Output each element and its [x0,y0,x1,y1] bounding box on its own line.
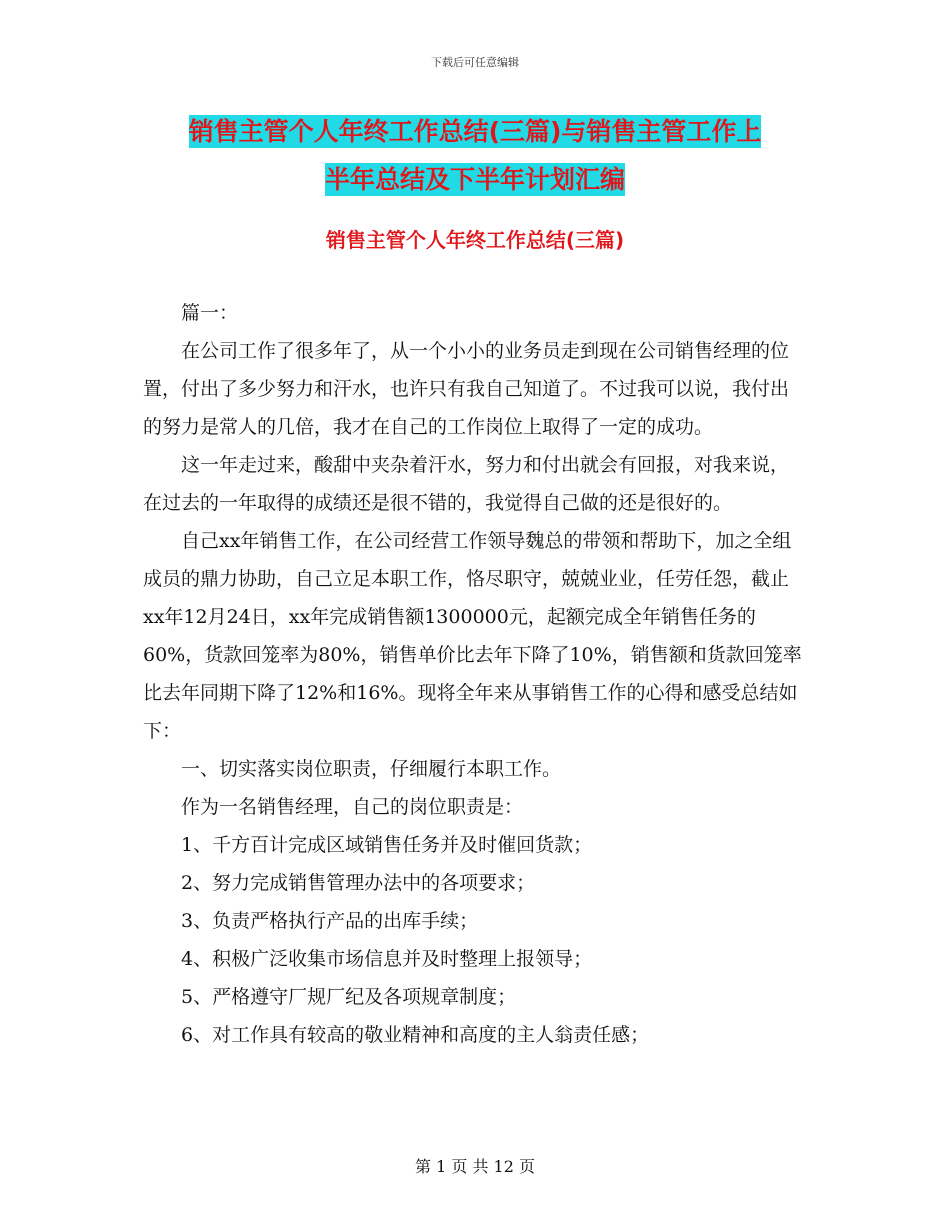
title-line-2: 半年总结及下半年计划汇编 [324,165,625,194]
list-item: 1、千方百计完成区域销售任务并及时催回货款； [181,834,593,856]
body-text [143,294,803,1054]
paragraph: 这一年走过来，酸甜中夹杂着汗水，努力和付出就会有回报，对我来说，在过去的一年取得的成绩还是很不错的，我觉得自己做的还是很好的。 [143,454,790,514]
list-item: 3、负责严格执行产品的出库手续； [181,910,479,932]
section-title: 销售主管个人年终工作总结(三篇) [325,228,625,252]
page-footer: 第 1 页 共 12 页 [415,1157,535,1176]
paragraph: 自己xx年销售工作，在公司经营工作领导魏总的带领和帮助下，加之全组成员的鼎力协助，自己立足本职工作，恪尽职守，兢兢业业，任劳任怨，截止xx年12月24日，xx年完成销售额1300000元，起额完成全年销售任务的60%，货款回笼率为80%，销售单价比去年下降了10%，销售额和货款回笼率比去年同期下降了12%和16%。现将全年来从事销售工作的心得和感受总结如下： [143,530,802,742]
paragraph: 在公司工作了很多年了，从一个小小的业务员走到现在公司销售经理的位置，付出了多少努力和汗水，也许只有我自己知道了。不过我可以说，我付出的努力是常人的几倍，我才在自己的工作岗位上取得了一定的成功。 [143,340,790,438]
paragraph: 篇一： [181,302,239,324]
list-item: 4、积极广泛收集市场信息并及时整理上报领导； [181,948,593,970]
title-line-1: 销售主管个人年终工作总结(三篇)与销售主管工作上 [188,117,762,146]
header-note: 下载后可任意编辑 [431,56,519,69]
list-item: 2、努力完成销售管理办法中的各项要求； [181,872,536,894]
paragraph: 一、切实落实岗位职责，仔细履行本职工作。 [181,758,562,780]
list-item: 5、严格遵守厂规厂纪及各项规章制度； [181,986,517,1008]
list-item: 6、对工作具有较高的敬业精神和高度的主人翁责任感； [181,1024,650,1046]
document-title [0,108,950,204]
paragraph: 作为一名销售经理，自己的岗位职责是： [181,796,524,818]
